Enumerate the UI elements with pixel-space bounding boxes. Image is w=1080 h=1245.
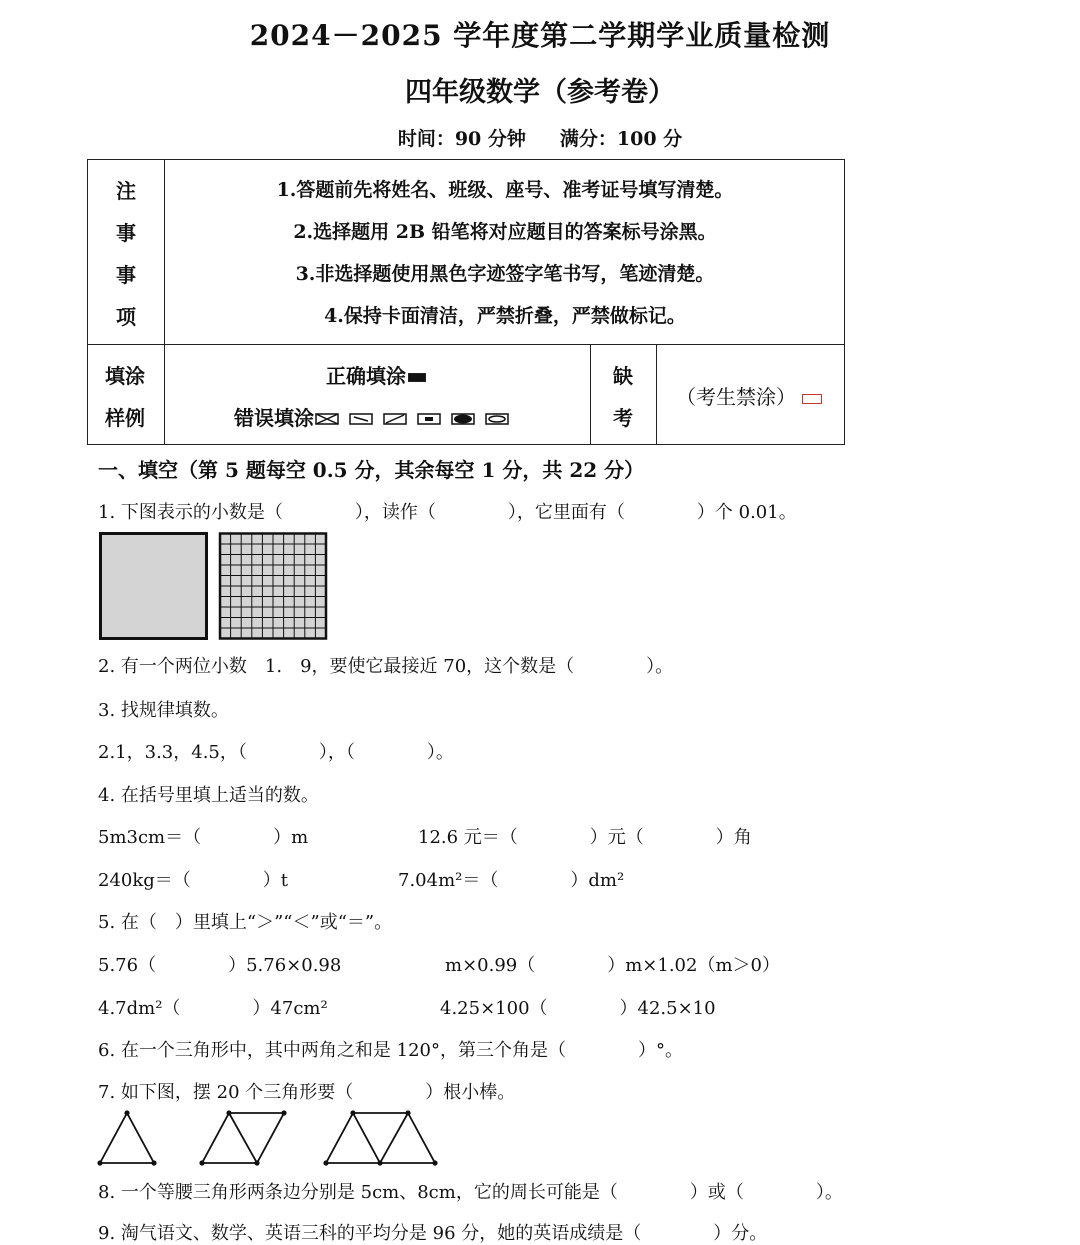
question-2: 2. 有一个两位小数 1. 9，要使它最接近 70，这个数是（ ）。: [98, 656, 674, 677]
question-4d: 7.04m²＝（ ）dm²: [398, 870, 625, 891]
question-3: 3. 找规律填数。: [98, 700, 229, 721]
question-5d: 4.25×100（ ）42.5×10: [440, 998, 716, 1019]
notice-item: 3.非选择题使用黑色字迹签字笔书写，笔迹清楚。: [295, 263, 715, 285]
absent-label: 考: [613, 406, 633, 430]
notice-row-divider: [87, 344, 845, 345]
absent-note: [676, 381, 822, 410]
notice-label-char: 事: [116, 221, 136, 245]
question-4a: 5m3cm＝（ ）m: [98, 827, 309, 848]
filled-mark-icon: [408, 373, 426, 382]
notice-label-char: 项: [116, 305, 136, 329]
question-5b: m×0.99（ ）m×1.02（m＞0）: [445, 955, 780, 976]
exam-subtitle: 四年级数学（参考卷）: [405, 77, 675, 108]
absent-label: 缺: [613, 364, 633, 388]
absent-checkbox-icon: [802, 394, 822, 404]
question-4b: 12.6 元＝（ ）元（ ）角: [418, 827, 752, 848]
notice-item: 1.答题前先将姓名、班级、座号、准考证号填写清楚。: [276, 179, 734, 201]
question-5: 5. 在（ ）里填上“＞”“＜”或“＝”。: [98, 912, 393, 933]
section-title: 一、填空（第 5 题每空 0.5 分，其余每空 1 分，共 22 分）: [98, 458, 645, 482]
correct-fill-label: 正确填涂: [326, 364, 406, 388]
question-9: 9. 淘气语文、数学、英语三科的平均分是 96 分，她的英语成绩是（ ）分。: [98, 1223, 768, 1244]
question-8: 8. 一个等腰三角形两条边分别是 5cm、8cm，它的周长可能是（ ）或（ ）。: [98, 1182, 843, 1203]
fill-example-label: 样例: [105, 406, 145, 430]
decimal-grid-figure: [99, 532, 331, 640]
question-3-sequence: 2.1，3.3，4.5，（ ），（ ）。: [98, 742, 454, 763]
triangle-row-3: [326, 1113, 435, 1163]
exam-title: 2024－2025 学年度第二学期学业质量检测: [249, 19, 831, 52]
question-7: 7. 如下图，摆 20 个三角形要（ ）根小棒。: [98, 1082, 516, 1103]
exam-score: 满分：100 分: [559, 128, 683, 150]
triangle-1: [100, 1113, 154, 1163]
question-5c: 4.7dm²（ ）47cm²: [98, 998, 328, 1019]
correct-fill-example: [326, 360, 426, 389]
exam-time: 时间：90 分钟: [397, 128, 526, 150]
absent-note-text: （考生禁涂）: [676, 385, 796, 409]
notice-item: 2.选择题用 2B 铅笔将对应题目的答案标号涂黑。: [293, 221, 717, 243]
absent-divider-right: [656, 344, 657, 445]
notice-label-char: 事: [116, 263, 136, 287]
hundredths-grid: [220, 534, 326, 639]
absent-divider-left: [590, 344, 591, 445]
full-square: [101, 534, 207, 639]
notice-label-char: 注: [116, 179, 136, 203]
question-1: 1. 下图表示的小数是（ ），读作（ ），它里面有（ ）个 0.01。: [98, 502, 797, 523]
triangle-row-2: [202, 1113, 284, 1163]
wrong-fill-example: [234, 402, 520, 432]
fill-example-label: 填涂: [105, 364, 145, 388]
question-4: 4. 在括号里填上适当的数。: [98, 785, 319, 806]
wrong-fill-label: 错误填涂: [234, 406, 314, 430]
notice-item: 4.保持卡面清洁，严禁折叠，严禁做标记。: [324, 305, 686, 327]
triangle-sticks-figure: [96, 1108, 441, 1170]
question-6: 6. 在一个三角形中，其中两角之和是 120°，第三个角是（ ）°。: [98, 1040, 683, 1061]
question-4c: 240kg＝（ ）t: [98, 870, 289, 891]
wrong-marks-icon: [314, 411, 520, 427]
question-5a: 5.76（ ）5.76×0.98: [98, 955, 342, 976]
exam-info: [0, 124, 1080, 151]
